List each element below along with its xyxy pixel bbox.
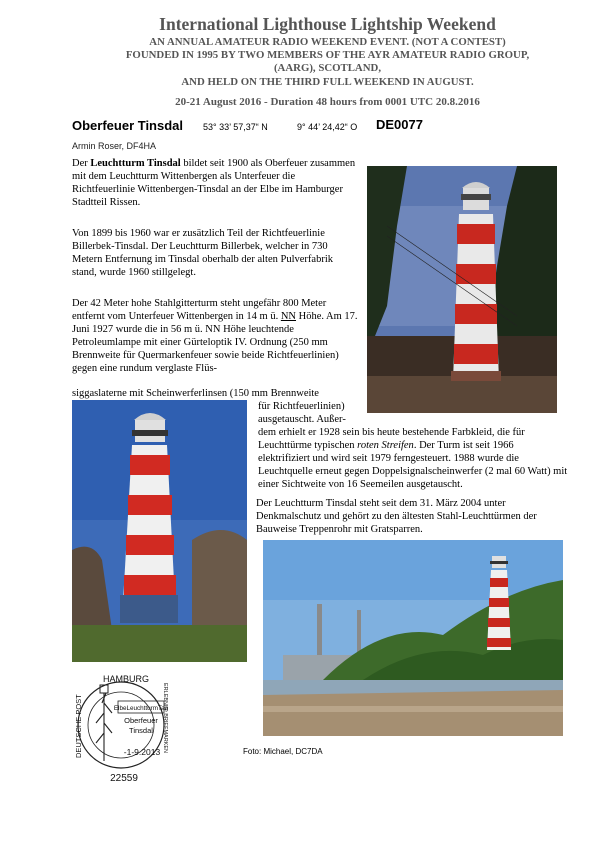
stamp-right-text: ERLEBNIS: BRIEFMARKEN <box>162 683 168 753</box>
stamp-line-1: ElbeLeuchtturmTag <box>113 705 169 712</box>
paragraph-tower-part-4: ausgetauscht. Außer- <box>258 414 346 425</box>
text-run: Der <box>72 158 91 169</box>
photo-credit: Foto: Michael, DC7DA <box>243 747 323 756</box>
event-subtitle-line-2: FOUNDED IN 1995 BY TWO MEMBERS OF THE AYR AMATEUR RADIO GROUP, <box>125 49 530 61</box>
paragraph-tower-part-2: siggaslaterne mit Scheinwerferlinsen (150 mm Brennweite <box>72 388 319 399</box>
text-run: Der 42 Meter hohe Stahlgitterturm steht ungefähr 800 Meter entfernt vom Unterfeuer Wittenbergen in 14 m ü. <box>72 298 327 322</box>
longitude: 9° 44’ 24,42“ O <box>297 122 358 132</box>
event-subtitle-line-4: AND HELD ON THE THIRD FULL WEEKEND IN AUGUST. <box>181 76 474 88</box>
lighthouse-photo-1 <box>367 166 557 413</box>
stamp-line-2: Oberfeuer <box>124 716 158 725</box>
lighthouse-name: Oberfeuer Tinsdal <box>72 118 184 133</box>
text-bold-run: Leuchtturm Tinsdal <box>90 158 181 169</box>
author: Armin Roser, DF4HA <box>72 141 157 151</box>
lighthouse-reference: DE0077 <box>376 117 423 132</box>
event-dates: 20-21 August 2016 - Duration 48 hours from 0001 UTC 20.8.2016 <box>175 96 480 108</box>
paragraph-tower-part-3: für Richtfeuerlinien) <box>258 401 345 412</box>
event-subtitle-line-1: AN ANNUAL AMATEUR RADIO WEEKEND EVENT. (NOT A CONTEST) <box>149 36 506 48</box>
postmark-stamp <box>72 673 170 786</box>
event-subtitle-line-3: (AARG), SCOTLAND, <box>273 62 382 74</box>
stamp-top-text: HAMBURG <box>102 674 150 684</box>
paragraph-intro <box>72 157 359 209</box>
lighthouse-heading <box>72 117 183 133</box>
lighthouse-photo-2 <box>72 400 247 662</box>
paragraph-history: Von 1899 bis 1960 war er zusätzlich Teil der Richtfeuerlinie Billerbek-Tinsdal. Der Leuchtturm Billerbek, welcher in 730 Metern Entfernung im Tinsdal oberhalb der alten Pulverfabrik stand, wurde 1960 stillgelegt. <box>72 228 333 278</box>
text-run: dem erhielt er 1928 sein bis heute bestehende Farbkleid, die für Leuchttürme typischen <box>258 427 525 451</box>
text-underline-run: NN <box>280 311 297 322</box>
event-title: International Lighthouse Lightship Weekend <box>159 14 496 34</box>
paragraph-monument: Der Leuchtturm Tinsdal steht seit dem 31. März 2004 unter Denkmalschutz und gehört zu den ältesten Stahl-Leuchttürmen der Bauweise Treppenrohr mit Gratsparren. <box>256 498 537 535</box>
stamp-left-text: DEUTSCHE POST <box>74 694 83 758</box>
stamp-line-3: Tinsdal <box>129 726 153 735</box>
text-run: bildet seit 1900 als Oberfeuer zusammen mit dem Leuchtturm Wittenbergen als Unterfeuer die Richtfeuerlinie Wittenbergen-Tinsdal an der Elbe im Hamburger Stadtteil Rissen. <box>72 158 356 208</box>
latitude: 53° 33’ 57,37“ N <box>203 122 268 132</box>
text-italic-run: roten Streifen <box>357 440 414 451</box>
paragraph-tower-part-5 <box>258 426 568 491</box>
text-run: Höhe. Am 17. Juni 1927 wurde die in 56 m ü. NN Höhe leuchtende Petroleumlampe mit einer Gürteloptik IV. Ordnung (250 mm Brennweite für Quermarkenfeuer sowie beide Richtfeuerlinien) gegen eine rundum verglaste Flüs- <box>72 311 358 374</box>
stamp-date: -1-9.2013 <box>123 747 161 757</box>
text-run: . Der Turm ist seit 1966 elektrifiziert und wird seit 1979 ferngesteuert. 1988 wurde die Leuchtquelle erneut gegen Doppelsignalscheinwerfer (2 mal 60 Watt) mit einer Sichtweite von 16 Seemeilen ausgetauscht. <box>258 440 568 490</box>
lighthouse-photo-3 <box>263 540 563 736</box>
paragraph-tower-part-1 <box>72 297 359 375</box>
stamp-postcode: 22559 <box>110 773 138 784</box>
